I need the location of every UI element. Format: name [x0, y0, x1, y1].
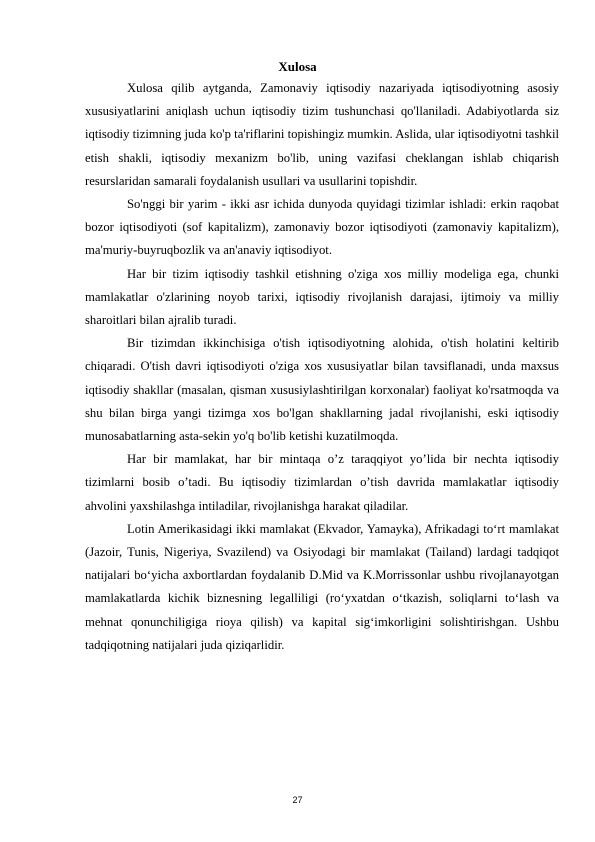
page-number: 27 [292, 795, 303, 805]
paragraph: So'nggi bir yarim - ikki asr ichida dunyoda quyidagi tizimlar ishladi: erkin raqobat bozor iqtisodiyoti (sof kapitalizm), zamonaviy bozor iqtisodiyoti (zamonaviy kapitalizm), ma'muriy-buyruqbozlik va an'anaviy iqtisodiyot. [85, 197, 559, 258]
body-text [85, 77, 559, 657]
paragraph: Bir tizimdan ikkinchisiga o'tish iqtisodiyotning alohida, o'tish holatini keltirib chiqaradi. O'tish davri iqtisodiyoti o'ziga xos xususiyatlar bilan tavsiflanadi, unda maxsus iqtisodiy shakllar (masalan, qisman xususiylashtirilgan korxonalar) faoliyat ko'rsatmoqda va shu bilan birga yangi tizimga xos bo'lgan shakllarning jadal rivojlanishi, eski iqtisodiy munosabatlarning asta-sekin yo'q bo'lib ketishi kuzatilmoqda. [85, 336, 559, 444]
paragraph: Har bir tizim iqtisodiy tashkil etishning o'ziga xos milliy modeliga ega, chunki mamlakatlar o'zlarining noyob tarixi, iqtisodiy rivojlanish darajasi, ijtimoiy va milliy sharoitlari bilan ajralib turadi. [85, 266, 559, 328]
paragraph: Lotin Amerikasidagi ikki mamlakat (Ekvador, Yamayka), Afrikadagi to‘rt mamlakat (Jazoir, Tunis, Nigeriya, Svazilend) va Osiyodagi bir mamlakat (Tailand) lardagi tadqiqot natijalari bo‘yicha axbortlardan foydalanib D.Mid va K.Morrissonlar ushbu rivojlanayotgan mamlakatlarda kichik biznesning legalliligi (ro‘yxatdan o‘tkazish, soliqlarni to‘lash va mehnat qonunchiligiga rioya qilish) va kapital sig‘imkorligini solishtirishgan. Ushbu tadqiqotning natijalari juda qiziqarlidir. [85, 521, 559, 652]
paragraph: Xulosa qilib aytganda, Zamonaviy iqtisodiy nazariyada iqtisodiyotning asosiy xususiyatlarini aniqlash uchun iqtisodiy tizim tushunchasi qo'llaniladi. Adabiyotlarda siz iqtisodiy tizimning juda ko'p ta'riflarini topishingiz mumkin. Aslida, ular iqtisodiyotni tashkil etish shakli, iqtisodiy mexanizm bo'lib, uning vazifasi cheklangan ishlab chiqarish resurslaridan samarali foydalanish usullari va usullarini topishdir. [85, 81, 559, 188]
paragraph: Har bir mamlakat, har bir mintaqa o’z taraqqiyot yo’lida bir nechta iqtisodiy tizimlarni bosib o’tadi. Bu iqtisodiy tizimlardan o’tish davrida mamlakatlar iqtisodiy ahvolini yaxshilashga intiladilar, rivojlanishga harakat qiladilar. [85, 452, 559, 513]
section-title: Xulosa [278, 59, 317, 74]
